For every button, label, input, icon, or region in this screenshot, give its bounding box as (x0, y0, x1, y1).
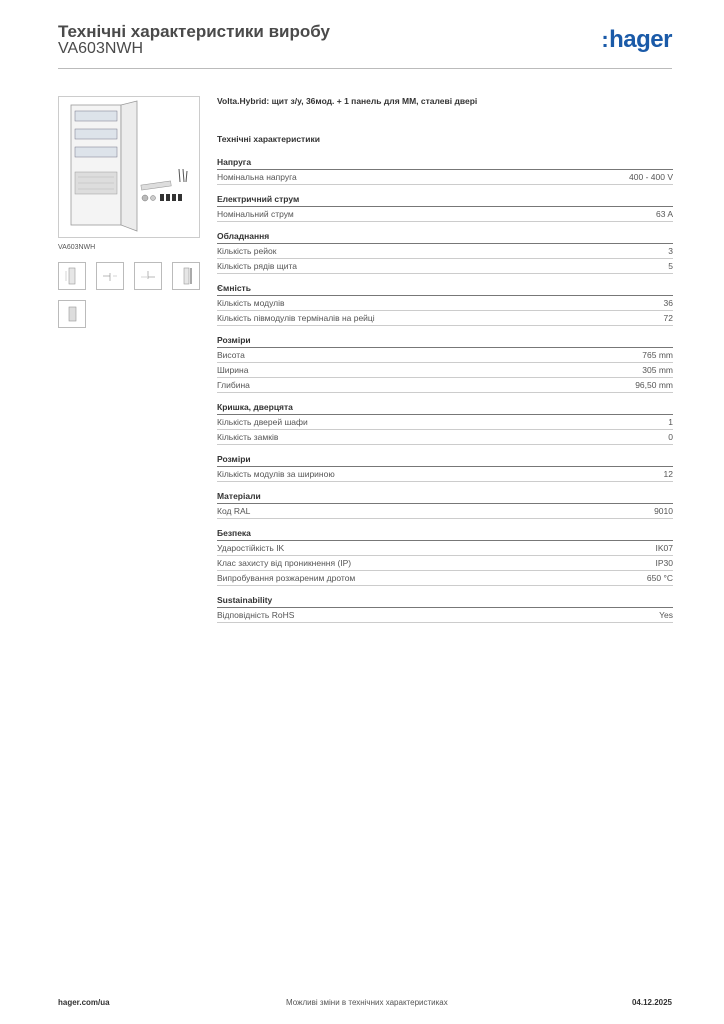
product-description: Volta.Hybrid: щит з/у, 36мод. + 1 панель для ММ, сталеві двері (217, 96, 478, 106)
spec-label: Ширина (217, 365, 249, 375)
spec-row (217, 504, 673, 519)
spec-value: 650 °C (646, 573, 673, 583)
spec-row (217, 170, 673, 185)
spec-label: Код RAL (217, 506, 251, 516)
spec-group-title: Електричний струм (217, 194, 673, 207)
spec-value: 1 (668, 417, 673, 427)
spec-label: Номінальний струм (217, 209, 294, 219)
spec-row (217, 556, 673, 571)
spec-group-title: Sustainability (217, 595, 673, 608)
spec-row (217, 244, 673, 259)
spec-label: Висота (217, 350, 245, 360)
spec-row (217, 207, 673, 222)
spec-value: 400 - 400 V (629, 172, 673, 182)
logo-dots-icon: : (601, 27, 609, 52)
spec-row (217, 296, 673, 311)
footer-date: 04.12.2025 (631, 998, 672, 1007)
spec-group-title: Кришка, дверцята (217, 402, 673, 415)
spec-group-title: Напруга (217, 157, 673, 170)
spec-label: Випробування розжареним дротом (217, 573, 356, 583)
spec-value: IK07 (655, 543, 673, 553)
spec-group-title: Розміри (217, 454, 673, 467)
spec-label: Кількість модулів за шириною (217, 469, 335, 479)
spec-content (217, 96, 673, 623)
spec-value: 96,50 mm (635, 380, 673, 390)
footer-notice: Можливі зміни в технічних характеристиках (286, 998, 448, 1007)
spec-value: 5 (668, 261, 673, 271)
spec-row (217, 311, 673, 326)
spec-label: Кількість рядів щита (217, 261, 297, 271)
spec-row (217, 608, 673, 623)
footer-website: hager.com/ua (58, 998, 110, 1007)
spec-label: Глибина (217, 380, 250, 390)
spec-value: IP30 (655, 558, 673, 568)
thumbnail-5[interactable] (58, 300, 86, 328)
spec-group-title: Розміри (217, 335, 673, 348)
spec-row (217, 467, 673, 482)
spec-label: Кількість замків (217, 432, 279, 442)
spec-value: 305 mm (642, 365, 673, 375)
spec-group-title: Обладнання (217, 231, 673, 244)
spec-row (217, 571, 673, 586)
spec-label: Клас захисту від проникнення (IP) (217, 558, 352, 568)
image-caption: VA603NWH (58, 244, 96, 251)
spec-row (217, 363, 673, 378)
spec-row (217, 430, 673, 445)
spec-value: 72 (663, 313, 673, 323)
header-divider (58, 68, 672, 69)
spec-row (217, 378, 673, 393)
hager-logo: :hager (601, 26, 672, 53)
spec-row (217, 415, 673, 430)
specs-heading: Технічні характеристики (217, 134, 320, 144)
product-image (58, 96, 200, 238)
spec-value: 12 (663, 469, 673, 479)
thumbnail-1[interactable] (58, 262, 86, 290)
spec-group-title: Ємність (217, 283, 673, 296)
spec-row (217, 259, 673, 274)
spec-label: Відповідність RoHS (217, 610, 295, 620)
thumbnail-2[interactable] (96, 262, 124, 290)
spec-value: Yes (659, 610, 673, 620)
spec-label: Ударостійкість IK (217, 543, 285, 553)
spec-value: 63 A (655, 209, 673, 219)
page-title: Технічні характеристики виробу (58, 22, 330, 41)
spec-label: Кількість рейок (217, 246, 277, 256)
spec-label: Кількість модулів (217, 298, 285, 308)
spec-value: 36 (663, 298, 673, 308)
spec-groups (217, 157, 673, 623)
spec-label: Номінальна напруга (217, 172, 297, 182)
spec-value: 0 (668, 432, 673, 442)
spec-value: 3 (668, 246, 673, 256)
spec-label: Кількість дверей шафи (217, 417, 308, 427)
spec-group-title: Матеріали (217, 491, 673, 504)
product-code: VA603NWH (58, 40, 144, 57)
thumbnail-3[interactable] (134, 262, 162, 290)
spec-row (217, 348, 673, 363)
spec-row (217, 541, 673, 556)
spec-group-title: Безпека (217, 528, 673, 541)
spec-value: 765 mm (642, 350, 673, 360)
spec-value: 9010 (654, 506, 673, 516)
thumbnail-4[interactable] (172, 262, 200, 290)
spec-label: Кількість півмодулів терміналів на рейці (217, 313, 375, 323)
